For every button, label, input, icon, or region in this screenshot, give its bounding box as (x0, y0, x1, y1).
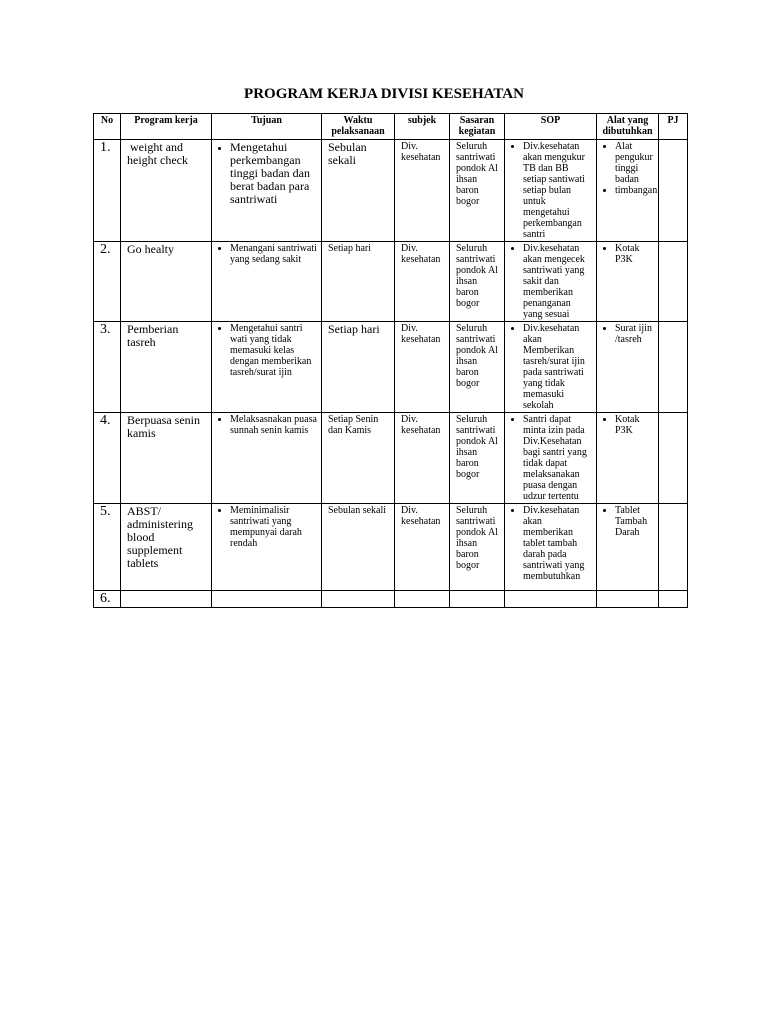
row-waktu (322, 591, 395, 608)
row-no: 1. (94, 140, 121, 242)
row-pj (659, 591, 688, 608)
row-sasaran (450, 591, 505, 608)
row-no: 5. (94, 504, 121, 591)
row-waktu: Setiap Senin dan Kamis (322, 413, 395, 504)
alat-item: • Kotak P3K (615, 414, 654, 436)
header-sasaran: Sasaran kegiatan (450, 114, 505, 140)
tujuan-item: • Mengetahui perkembangan tinggi badan dan berat badan para santriwati (230, 141, 317, 206)
row-alat (597, 322, 659, 413)
row-sasaran: Seluruh santriwati pondok Al ihsan baron bogor (450, 242, 505, 322)
row-sop (505, 591, 597, 608)
row-sop (505, 322, 597, 413)
row-waktu: Sebulan sekali (322, 504, 395, 591)
row-subjek: Div. kesehatan (395, 140, 450, 242)
row-sasaran: Seluruh santriwati pondok Al ihsan baron bogor (450, 413, 505, 504)
alat-item: • Alat pengukur tinggi badan (615, 141, 654, 185)
row-sop (505, 504, 597, 591)
row-sasaran: Seluruh santriwati pondok Al ihsan baron bogor (450, 140, 505, 242)
row-alat (597, 413, 659, 504)
row-alat (597, 504, 659, 591)
row-alat (597, 591, 659, 608)
row-subjek: Div. kesehatan (395, 322, 450, 413)
tujuan-item: • Mengetahui santri wati yang tidak memasuki kelas dengan memberikan tasreh/surat ijin (230, 323, 317, 378)
row-no: 4. (94, 413, 121, 504)
header-alat: Alat yang dibutuhkan (597, 114, 659, 140)
row-program (121, 591, 212, 608)
row-subjek: Div. kesehatan (395, 504, 450, 591)
header-sop: SOP (505, 114, 597, 140)
row-tujuan (212, 242, 322, 322)
alat-item: • Kotak P3K (615, 243, 654, 265)
document-title: PROGRAM KERJA DIVISI KESEHATAN (244, 86, 524, 102)
row-sop (505, 140, 597, 242)
tujuan-item: • Menangani santriwati yang sedang sakit (230, 243, 317, 265)
table-row (94, 242, 688, 322)
row-sop (505, 413, 597, 504)
row-tujuan (212, 591, 322, 608)
row-pj (659, 242, 688, 322)
row-program: weight and height check (121, 140, 212, 242)
program-table (93, 113, 688, 608)
table-row (94, 322, 688, 413)
table-row (94, 140, 688, 242)
sop-item: • Santri dapat minta izin pada Div.Kesehatan bagi santri yang tidak dapat melaksanakan puasa dengan udzur tertentu (523, 414, 592, 502)
sop-item: • Div.kesehatan akan mengukur TB dan BB setiap santiwati setiap bulan untuk mengetahui perkembangan santri (523, 141, 592, 240)
table-row (94, 504, 688, 591)
alat-item: • Tablet Tambah Darah (615, 505, 654, 538)
header-waktu: Waktu pelaksanaan (322, 114, 395, 140)
row-no: 3. (94, 322, 121, 413)
row-tujuan (212, 140, 322, 242)
table-row (94, 591, 688, 608)
header-pj: PJ (659, 114, 688, 140)
row-program: Go healty (121, 242, 212, 322)
alat-item: • Surat ijin /tasreh (615, 323, 654, 345)
row-subjek (395, 591, 450, 608)
sop-item: • Div.kesehatan akan Memberikan tasreh/surat ijin pada santriwati yang tidak memasuki sekolah (523, 323, 592, 411)
row-waktu: Setiap hari (322, 242, 395, 322)
row-program: Pemberian tasreh (121, 322, 212, 413)
sop-item: • Div.kesehatan akan memberikan tablet tambah darah pada santriwati yang membutuhkan (523, 505, 592, 582)
row-sasaran: Seluruh santriwati pondok Al ihsan baron bogor (450, 504, 505, 591)
row-pj (659, 504, 688, 591)
alat-item: • timbangan (615, 185, 654, 196)
row-pj (659, 140, 688, 242)
header-program: Program kerja (121, 114, 212, 140)
table-row (94, 413, 688, 504)
header-no: No (94, 114, 121, 140)
header-row (94, 114, 688, 140)
row-waktu: Sebulan sekali (322, 140, 395, 242)
tujuan-item: • Meminimalisir santriwati yang mempunyai darah rendah (230, 505, 317, 549)
row-sop (505, 242, 597, 322)
tujuan-item: • Melaksasnakan puasa sunnah senin kamis (230, 414, 317, 436)
row-program: ABST/ administering blood supplement tablets (121, 504, 212, 591)
row-alat (597, 140, 659, 242)
row-alat (597, 242, 659, 322)
row-subjek: Div. kesehatan (395, 242, 450, 322)
sop-item: • Div.kesehatan akan mengecek santriwati yang sakit dan memberikan penanganan yang sesuai (523, 243, 592, 320)
header-subjek: subjek (395, 114, 450, 140)
row-subjek: Div. kesehatan (395, 413, 450, 504)
row-waktu: Setiap hari (322, 322, 395, 413)
header-tujuan: Tujuan (212, 114, 322, 140)
row-pj (659, 413, 688, 504)
row-program: Berpuasa senin kamis (121, 413, 212, 504)
row-no: 6. (94, 591, 121, 608)
row-sasaran: Seluruh santriwati pondok Al ihsan baron bogor (450, 322, 505, 413)
row-pj (659, 322, 688, 413)
row-tujuan (212, 413, 322, 504)
row-no: 2. (94, 242, 121, 322)
row-tujuan (212, 322, 322, 413)
row-tujuan (212, 504, 322, 591)
